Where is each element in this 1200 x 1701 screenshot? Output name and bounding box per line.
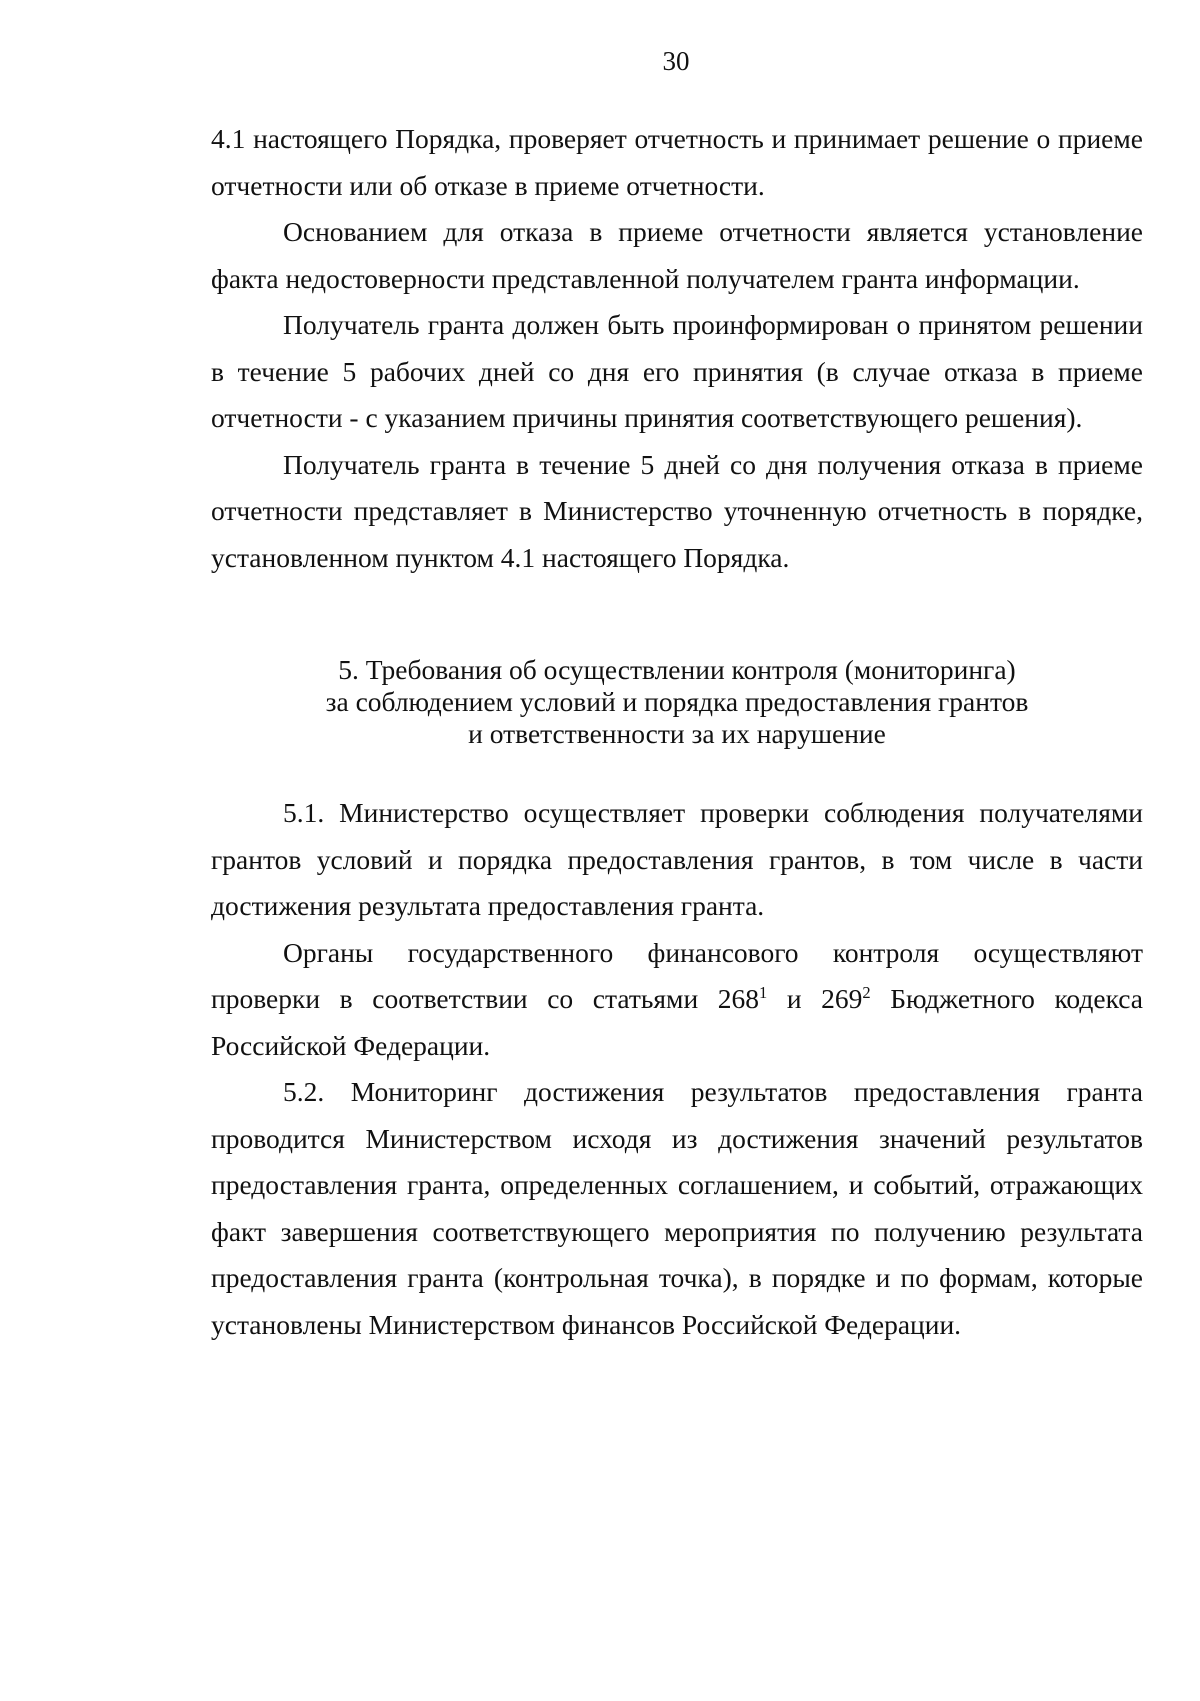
- paragraph-refusal-grounds: Основанием для отказа в приеме отчетности является установление факта недостоверности представленной получателем гранта информации.: [211, 216, 1143, 294]
- paragraph-recipient-notification: Получатель гранта должен быть проинформирован о принятом решении в течение 5 рабочих дней со дня его принятия (в случае отказа в приеме отчетности - с указанием причины принятия соответствующего решения).: [211, 309, 1143, 433]
- document-body: [211, 116, 1143, 1348]
- page-number: 30: [662, 46, 690, 76]
- paragraph-corrected-reporting: Получатель гранта в течение 5 дней со дня получения отказа в приеме отчетности представляет в Министерство уточненную отчетность в порядке, установленном пунктом 4.1 настоящего Порядка.: [211, 448, 1143, 573]
- financial-control-text-end: Бюджетного кодекса Российской Федерации.: [211, 983, 1143, 1061]
- section-heading-line-3: и ответственности за их нарушение: [468, 718, 886, 749]
- paragraph-continuation: 4.1 настоящего Порядка, проверяет отчетность и принимает решение о приеме отчетности или об отказе в приеме отчетности.: [211, 123, 1143, 201]
- financial-control-text-start: Органы государственного финансового контроля осуществляют проверки в соответствии со статьями 268: [211, 936, 1143, 1014]
- section-heading-line-2: за соблюдением условий и порядка предоставления грантов: [325, 686, 1029, 717]
- financial-control-text-mid: и 269: [767, 983, 863, 1014]
- paragraph-financial-control: [211, 930, 1143, 1070]
- article-superscript-2: 2: [862, 982, 871, 1002]
- section-heading: [211, 654, 1143, 750]
- section-heading-line-1: 5. Требования об осуществлении контроля (мониторинга): [338, 654, 1016, 685]
- article-superscript-1: 1: [759, 982, 768, 1002]
- paragraph-5-2: 5.2. Мониторинг достижения результатов предоставления гранта проводится Министерством исходя из достижения значений результатов предоставления гранта, определенных соглашением, и событий, отражающих факт завершения соответствующего мероприятия по получению результата предоставления гранта (контрольная точка), в порядке и по формам, которые установлены Министерством финансов Российской Федерации.: [211, 1076, 1143, 1340]
- paragraph-5-1: 5.1. Министерство осуществляет проверки соблюдения получателями грантов условий и порядка предоставления грантов, в том числе в части достижения результата предоставления гранта.: [211, 797, 1143, 921]
